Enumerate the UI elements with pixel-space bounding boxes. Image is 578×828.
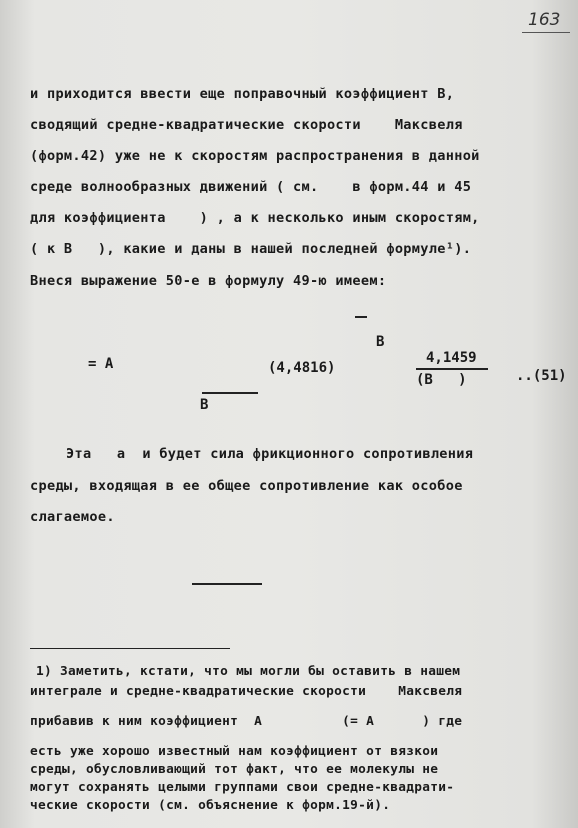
- formula-denominator-overbar: [202, 392, 258, 394]
- body-line: ( к В ), какие и даны в нашей последней формуле¹).: [30, 241, 472, 257]
- body-line: слагаемое.: [30, 509, 115, 525]
- body-line: (форм.42) уже не к скоростям распространения в данной: [30, 148, 480, 164]
- footnote-line: есть уже хорошо известный нам коэффициент от вязкои: [30, 744, 439, 759]
- footnote-line: ческие скорости (см. объяснение к форм.19-й).: [30, 798, 391, 813]
- footnote-line: 1) Заметить, кстати, что мы могли бы оставить в нашем: [36, 664, 461, 679]
- formula-fraction-numerator: 4,1459: [426, 350, 477, 366]
- footnote-line: среды, обусловливающий тот факт, что ее молекулы не: [30, 762, 439, 777]
- page-number: 163: [528, 10, 561, 30]
- page-number-underline: [522, 32, 570, 33]
- formula-number: ..(51): [516, 368, 567, 384]
- footnote-line: прибавив к ним коэффициент A (= A ) где: [30, 714, 463, 729]
- body-line: Эта а и будет сила фрикционного сопротивления: [66, 446, 474, 462]
- body-line: для коэффициента ) , а к несколько иным скоростям,: [30, 210, 480, 226]
- section-divider: [192, 583, 262, 585]
- footnote-line: могут сохранять целыми группами свои средне-квадрати-: [30, 780, 455, 795]
- formula-coefficient: (4,4816): [268, 360, 336, 376]
- body-line: среды, входящая в ее общее сопротивление как особое: [30, 478, 463, 494]
- formula-denominator-b: B: [200, 397, 209, 413]
- footnote-separator: [30, 648, 230, 649]
- body-line: Внеся выражение 50-е в формулу 49-ю имеем:: [30, 273, 387, 289]
- body-line: и приходится ввести еще поправочный коэффициент В,: [30, 86, 455, 102]
- body-line: сводящий средне-квадратические скорости Максвеля: [30, 117, 463, 133]
- formula-top-b: B: [376, 334, 385, 350]
- body-line: среде волнообразных движений ( см. в форм.44 и 45: [30, 179, 472, 195]
- formula-fraction-denominator: (B ): [416, 372, 467, 388]
- formula-overbar: [355, 316, 367, 318]
- formula-fraction-bar: [416, 368, 488, 370]
- formula-lhs: = A: [88, 356, 114, 372]
- footnote-line: интеграле и средне-квадратические скорости Максвеля: [30, 684, 463, 699]
